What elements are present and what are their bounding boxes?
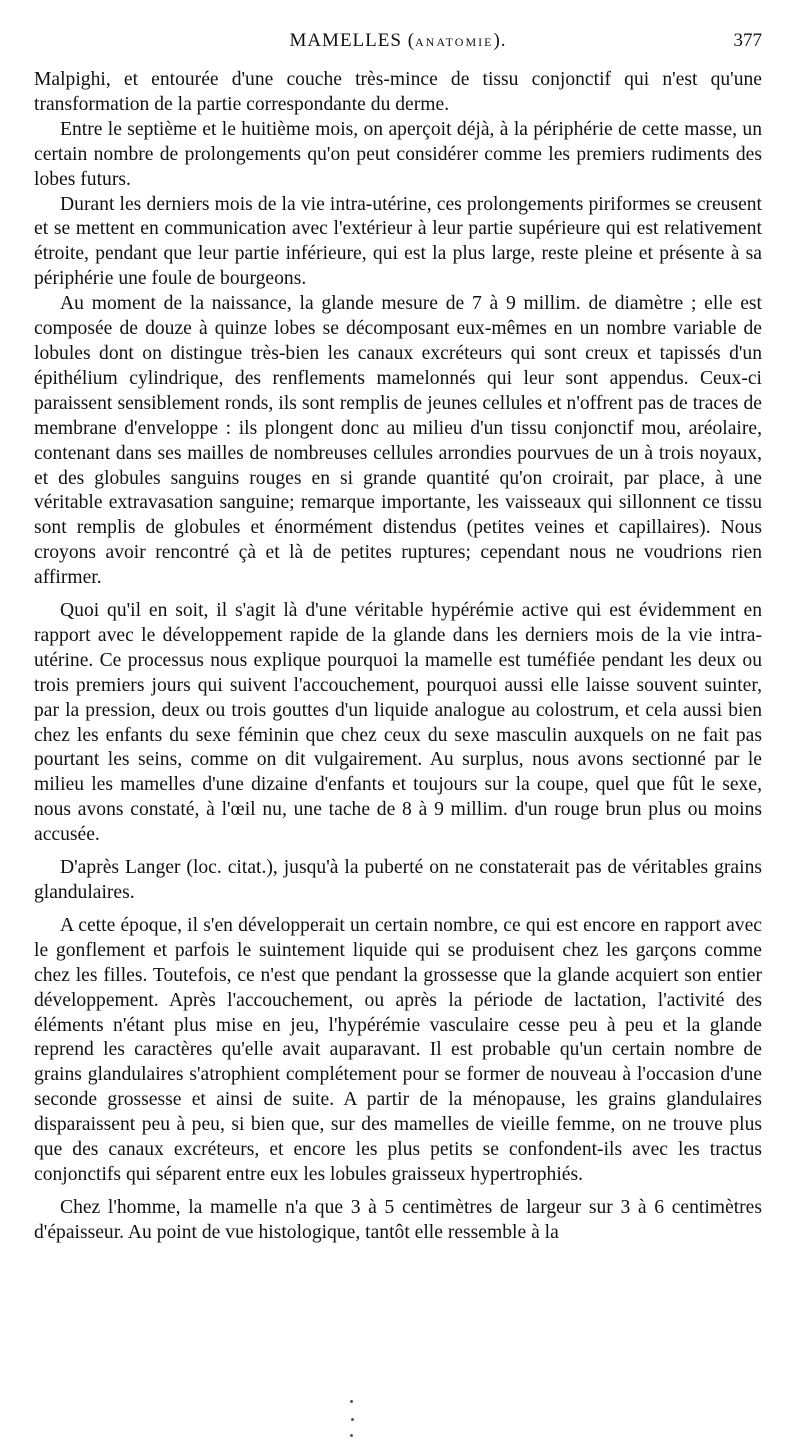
running-title-subject: ANATOMIE [415,35,494,49]
running-title-end: ). [493,30,507,51]
running-title [34,30,762,52]
print-specks [350,1400,390,1440]
paragraph: Chez l'homme, la mamelle n'a que 3 à 5 centimètres de largeur sur 3 à 6 centimètres d'épaisseur. Au point de vue histologique, tantôt elle ressemble à la [34,1196,762,1243]
page-number: 377 [733,30,762,51]
paragraph: Au moment de la naissance, la glande mesure de 7 à 9 millim. de diamètre ; elle est composée de douze à quinze lobes se décomposant eux-mêmes en un nombre variable de lobules dont on distingue très-bien les canaux excréteurs qui sont creux et tapissés d'un épithélium cylindrique, des renflements mamelonnés qui leur sont appendus. Ceux-ci paraissent sensiblement ronds, ils sont remplis de jeunes cellules et n'offrent pas de traces de membrane d'enveloppe : ils plongent donc au milieu d'un tissu conjonctif mou, aréolaire, contenant dans ses mailles de nombreuses cellules arrondies pourvues de un à trois noyaux, et des globules sanguins rouges en si grande quantité qu'on croirait, par place, à une véritable extravasation sanguine; remarque importante, les vaisseaux qui sillonnent ce tissu sont remplis de globules et énormément distendus (petites veines et capillaires). Nous croyons avoir rencontré çà et là de petites ruptures; cependant nous ne voudrions rien affirmer. [34,293,762,589]
paragraph-continuation: Malpighi, et entourée d'une couche très-mince de tissu conjonctif qui n'est qu'une transformation de la partie correspondante du derme. [34,69,762,115]
speck [350,1434,353,1437]
running-title-main: MAMELLES ( [289,30,416,51]
body-text [34,68,762,1246]
speck [350,1400,353,1403]
paragraph: D'après Langer (loc. citat.), jusqu'à la puberté on ne constaterait pas de véritables grains glandulaires. [34,857,762,903]
paragraph: Entre le septième et le huitième mois, on aperçoit déjà, à la périphérie de cette masse, un certain nombre de prolongements qu'on peut considérer comme les premiers rudiments des lobes futurs. [34,118,762,190]
paragraph: Quoi qu'il en soit, il s'agit là d'une véritable hypérémie active qui est évidemment en rapport avec le développement rapide de la glande dans les derniers mois de la vie intra-utérine. Ce processus nous explique pourquoi la mamelle est tuméfiée pendant les deux ou trois premiers jours qui suivent l'accouchement, pourquoi aussi elle laisse souvent suinter, par la pression, deux ou trois gouttes d'un liquide analogue au colostrum, et cela aussi bien chez les enfants du sexe féminin que chez ceux du sexe masculin auxquels on ne fait pas pourtant les seins, comme on dit vulgairement. Au surplus, nous avons sectionné par le milieu les mamelles d'une dizaine d'enfants et toujours sur la coupe, quel que fût le sexe, nous avons constaté, à l'œil nu, une tache de 8 à 9 millim. d'un rouge brun plus ou moins accusée. [34,600,762,846]
paragraph: Durant les derniers mois de la vie intra-utérine, ces prolongements piriformes se creusent et se mettent en communication avec l'extérieur à leur partie supérieure qui est relativement étroite, pendant que leur partie inférieure, qui est la plus large, reste pleine et présente à sa périphérie une foule de bourgeons. [34,193,762,290]
paragraph: A cette époque, il s'en développerait un certain nombre, ce qui est encore en rapport avec le gonflement et parfois le suintement liquide qui se produisent chez les garçons comme chez les filles. Toutefois, ce n'est que pendant la grossesse que la glande acquiert son entier développement. Après l'accouchement, ou après la période de lactation, l'activité des éléments n'étant plus mise en jeu, l'hypérémie vasculaire cesse peu à peu et la glande reprend les caractères qu'elle avait auparavant. Il est probable qu'un certain nombre de grains glandulaires s'atrophient complétement pour se former de nouveau à l'occasion d'une seconde grossesse et ainsi de suite. A partir de la ménopause, les grains glandulaires disparaissent peu à peu, si bien que, sur des mamelles de vieille femme, on ne trouve plus que des canaux excréteurs, et encore les plus petits se confondent-ils avec les tractus conjonctifs qui séparent entre eux les lobules graisseux hypertrophiés. [34,914,762,1185]
book-page [34,28,762,1246]
speck [351,1418,354,1421]
running-header [34,28,762,58]
